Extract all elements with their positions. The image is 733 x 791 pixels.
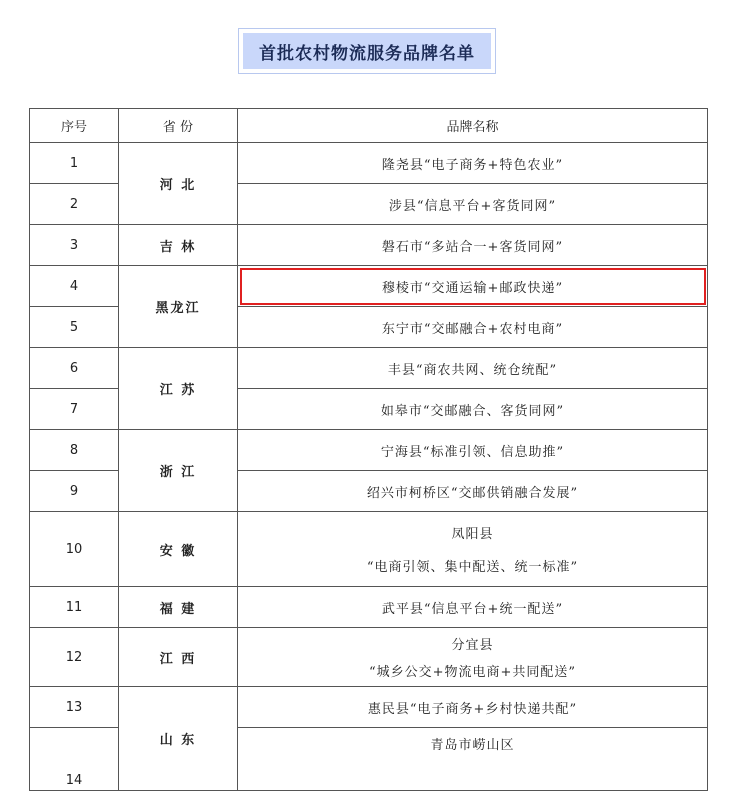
row-brand-name: 凤阳县 (451, 527, 494, 542)
title-frame (238, 28, 496, 74)
row-index: 3 (30, 225, 119, 266)
row-brand: 如皋市“交邮融合、客货同网” (238, 389, 708, 430)
row-brand-highlighted: 穆棱市“交通运输+邮政快递” (238, 266, 708, 307)
row-index: 14 (30, 728, 119, 791)
row-province: 黑龙江 (119, 266, 238, 348)
row-province: 山 东 (119, 687, 238, 791)
row-province: 河 北 (119, 143, 238, 225)
row-brand-name: 分宜县 (451, 638, 494, 653)
row-index: 12 (30, 628, 119, 687)
row-province: 浙 江 (119, 430, 238, 512)
table-row (30, 587, 708, 628)
row-index: 1 (30, 143, 119, 184)
row-index: 7 (30, 389, 119, 430)
table-row (30, 628, 708, 687)
row-brand: 东宁市“交邮融合+农村电商” (238, 307, 708, 348)
table-row (30, 430, 708, 471)
row-brand: 武平县“信息平台+统一配送” (238, 587, 708, 628)
table-row (30, 266, 708, 307)
row-brand: 涉县“信息平台+客货同网” (238, 184, 708, 225)
row-province: 吉 林 (119, 225, 238, 266)
row-brand-slogan: “城乡公交+物流电商+共同配送” (368, 665, 577, 680)
header-index: 序号 (30, 109, 119, 143)
row-brand: 丰县“商农共网、统仓统配” (238, 348, 708, 389)
row-brand: 青岛市崂山区 (238, 728, 708, 791)
table-row (30, 143, 708, 184)
table-row (30, 348, 708, 389)
row-index: 5 (30, 307, 119, 348)
row-index: 6 (30, 348, 119, 389)
row-brand: 隆尧县“电子商务+特色农业” (238, 143, 708, 184)
row-index: 2 (30, 184, 119, 225)
row-province: 福 建 (119, 587, 238, 628)
header-brand: 品牌名称 (238, 109, 708, 143)
row-province: 江 西 (119, 628, 238, 687)
row-brand: 磐石市“多站合一+客货同网” (238, 225, 708, 266)
row-index: 8 (30, 430, 119, 471)
row-brand: 惠民县“电子商务+乡村快递共配” (238, 687, 708, 728)
row-index: 11 (30, 587, 119, 628)
row-index: 4 (30, 266, 119, 307)
brand-list-table (29, 108, 708, 791)
row-province: 江 苏 (119, 348, 238, 430)
page-title: 首批农村物流服务品牌名单 (243, 33, 491, 69)
row-index: 10 (30, 512, 119, 587)
row-index: 9 (30, 471, 119, 512)
row-brand: 宁海县“标准引领、信息助推” (238, 430, 708, 471)
row-brand: 绍兴市柯桥区“交邮供销融合发展” (238, 471, 708, 512)
row-province: 安 徽 (119, 512, 238, 587)
header-province: 省 份 (119, 109, 238, 143)
table-row (30, 512, 708, 587)
table-header-row (30, 109, 708, 143)
row-brand-slogan: “电商引领、集中配送、统一标准” (366, 560, 579, 575)
row-index: 13 (30, 687, 119, 728)
row-brand (238, 512, 708, 587)
table-row (30, 687, 708, 728)
row-brand (238, 628, 708, 687)
table-row (30, 225, 708, 266)
